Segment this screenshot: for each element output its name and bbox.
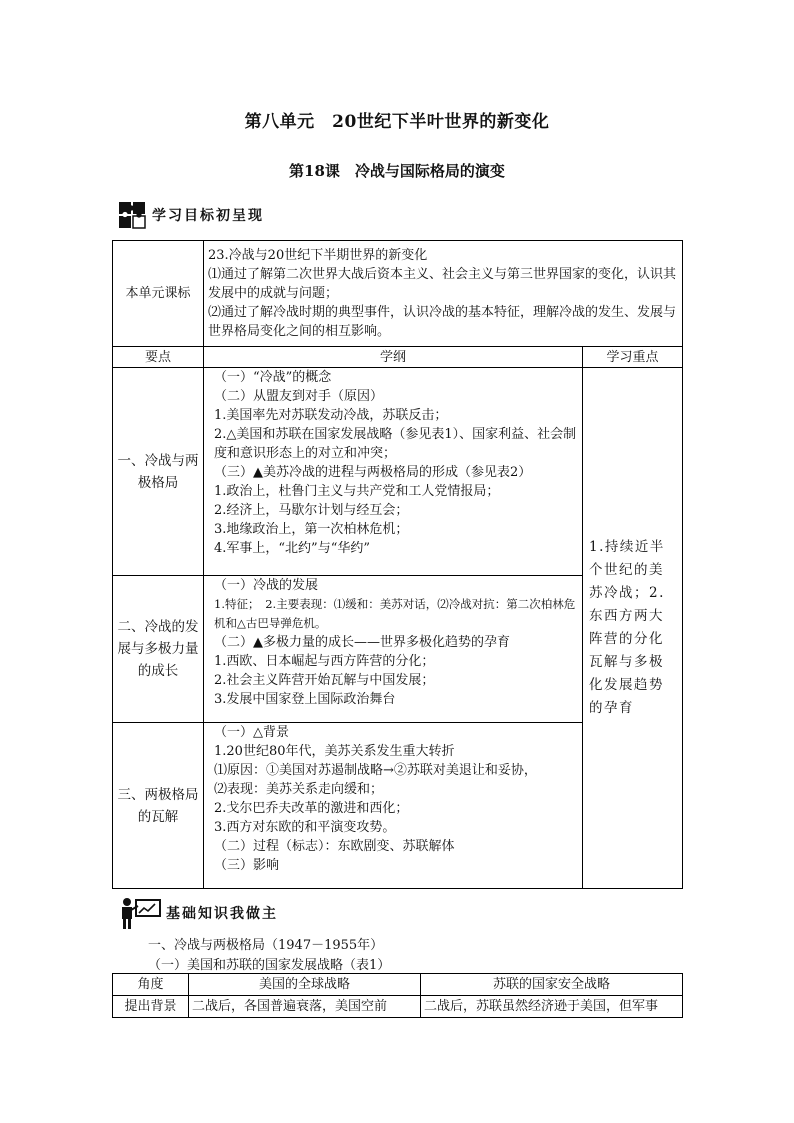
objectives-table (112, 240, 683, 889)
section-label: 基础知识我做主 (166, 906, 278, 922)
outline-line: 1.西欧、日本崛起与西方阵营的分化； (214, 654, 435, 669)
lesson-title: 第18课 冷战与国际格局的演变 (289, 162, 505, 180)
outline-line: （二）从盟友到对手（原因） (214, 389, 384, 404)
outline-cell (204, 576, 583, 723)
header-cell: 学习重点 (583, 347, 683, 368)
outline-line: 1.20世纪80年代，美苏关系发生重大转折 (214, 744, 455, 759)
outline-line: 2.社会主义阵营开始瓦解与中国发展； (214, 673, 435, 688)
outline-line: ⑵表现：美苏关系走向缓和； (214, 782, 384, 797)
header-row (113, 347, 683, 368)
table-row (113, 368, 683, 576)
outline-cell (204, 368, 583, 576)
focus-cell: 1.持续近半个世纪的美苏冷战；2.东西方两大阵营的分化瓦解与多极化发展趋势的孕育 (583, 368, 683, 889)
outline-line: ⑴原因：①美国对苏遏制战略→②苏联对美退让和妥协， (214, 763, 537, 778)
outline-line: 1.美国率先对苏联发动冷战，苏联反击； (214, 408, 448, 423)
point-cell: 二、冷战的发展与多极力量的成长 (113, 576, 204, 723)
table-cell: 提出背景 (113, 996, 189, 1018)
outline-line: （三）▲美苏冷战的进程与两极格局的形成（参见表2） (214, 465, 532, 480)
puzzle-icon (118, 201, 148, 229)
outline-line: 2.经济上，马歇尔计划与经互会； (214, 503, 409, 518)
outline-line: （二）过程（标志）：东欧剧变、苏联解体 (214, 839, 455, 854)
outline-line: 4.军事上，“北约”与“华约” (214, 541, 370, 556)
outline-line: 1.政治上，杜鲁门主义与共产党和工人党情报局； (214, 484, 500, 499)
standard-line: ⑴通过了解第二次世界大战后资本主义、社会主义与第三世界国家的变化，认识其发展中的成就与问题； (208, 267, 677, 301)
standard-line: ⑵通过了解冷战时期的典型事件，认识冷战的基本特征，理解冷战的发生、发展与世界格局变化之间的相互影响。 (208, 305, 677, 339)
section-label: 学习目标初呈现 (152, 208, 264, 224)
header-cell: 要点 (113, 347, 204, 368)
unit-title: 第八单元 20世纪下半叶世界的新变化 (244, 112, 550, 132)
outline-line: 3.发展中国家登上国际政治舞台 (214, 692, 396, 707)
table-cell: 二战后，苏联虽然经济逊于美国，但军事 (421, 996, 683, 1018)
section-banner-basics (118, 896, 278, 930)
outline-line: 1.特征； 2.主要表现：⑴缓和：美苏对话，⑵冷战对抗：第二次柏林危机和△古巴导弹危机。 (214, 597, 576, 630)
point-cell: 三、两极格局的瓦解 (113, 723, 204, 889)
section-banner-objectives (118, 201, 264, 229)
standard-line: 23.冷战与20世纪下半期世界的新变化 (208, 248, 428, 263)
outline-line: 3.地缘政治上，第一次柏林危机； (214, 522, 409, 537)
header-cell: 角度 (113, 974, 189, 996)
outline-line: （三）影响 (214, 858, 280, 873)
outline-line: 2.△美国和苏联在国家发展战略（参见表1）、国家利益、社会制度和意识形态上的对立和冲突； (214, 427, 577, 461)
outline-line: （二）▲多极力量的成长——世界多极化趋势的孕育 (214, 635, 510, 650)
header-cell: 美国的全球战略 (189, 974, 421, 996)
outline-line: 3.西方对东欧的和平演变攻势。 (214, 820, 396, 835)
standard-label: 本单元课标 (113, 241, 204, 347)
table-cell: 二战后，各国普遍衰落，美国空前 (189, 996, 421, 1018)
outline-line: 2.戈尔巴乔夫改革的激进和西化； (214, 801, 409, 816)
outline-line: （一）△背景 (214, 725, 289, 740)
heading-cold-war-bipolar: 一、冷战与两极格局（1947－1955年） (148, 938, 384, 953)
heading-strategies: （一）美国和苏联的国家发展战略（表1） (148, 958, 391, 973)
outline-line: （一）“冷战”的概念 (214, 370, 332, 385)
point-cell: 一、冷战与两极格局 (113, 368, 204, 576)
header-row (113, 974, 683, 996)
standard-row (113, 241, 683, 347)
strategy-table (112, 973, 683, 1018)
table-row (113, 996, 683, 1018)
outline-cell (204, 723, 583, 889)
header-cell: 学纲 (204, 347, 583, 368)
header-cell: 苏联的国家安全战略 (421, 974, 683, 996)
teacher-icon (118, 896, 162, 930)
outline-line: （一）冷战的发展 (214, 578, 319, 593)
standard-content (204, 241, 683, 347)
